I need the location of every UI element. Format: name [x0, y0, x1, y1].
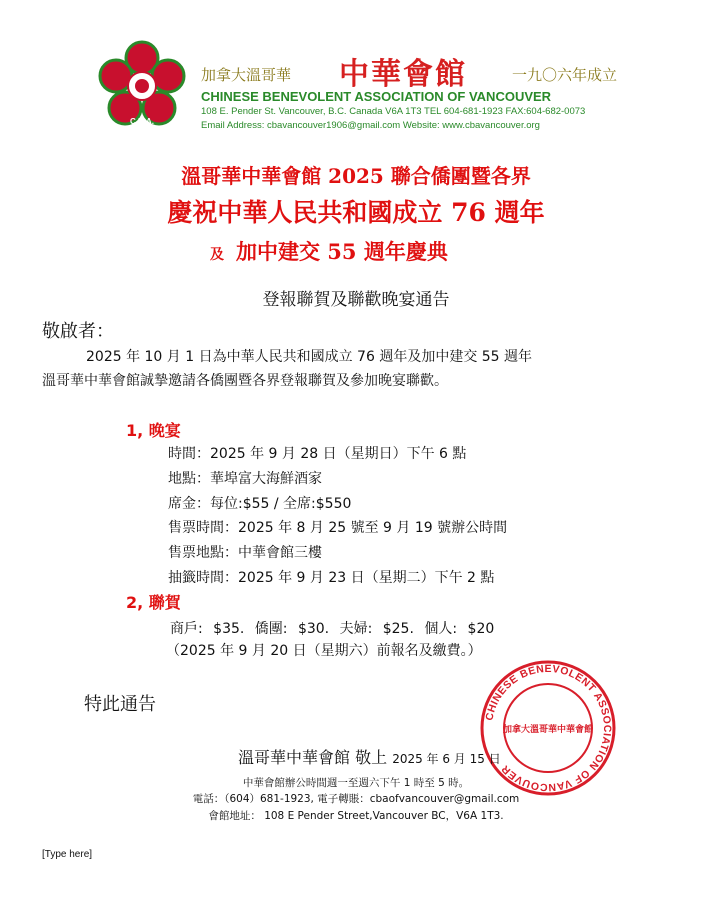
header-city-label: 加拿大溫哥華 — [201, 66, 292, 84]
title-line-3 — [210, 236, 448, 266]
title-line-3-prefix: 及 — [210, 247, 224, 263]
intro-line-1: 2025 年 10 月 1 日為中華人民共和國成立 76 週年及加中建交 55 週年 — [86, 349, 533, 365]
lottery-time: 抽籤時間：2025 年 9 月 23 日（星期二）下午 2 點 — [168, 570, 495, 586]
header-founded-label: 一九〇六年成立 — [512, 66, 618, 84]
seal-center-text: 加拿大溫哥華中華會館 — [502, 725, 594, 735]
intro-paragraph — [42, 345, 682, 393]
office-hours: 中華會館辦公時間週一至週六下午 1 時至 5 時。 — [242, 777, 470, 789]
section-banquet-heading: 1, 晚宴 — [126, 421, 181, 440]
intro-line-2: 溫哥華中華會館誠摯邀請各僑團暨各界登報聯賀及參加晚宴聯歡。 — [42, 373, 448, 389]
header-org-name-cn: 中華會館 — [339, 57, 467, 92]
title-line-1: 溫哥華中華會館 2025 聯合僑團暨各界 — [181, 164, 531, 188]
association-address: 會館地址： 108 E Pender Street,Vancouver BC，V6A 1T3. — [208, 810, 504, 822]
congrats-rates: 商戶: $35. 僑團: $30. 夫婦: $25. 個人: $20 — [170, 621, 495, 637]
banquet-price: 席金：每位:$55 / 全席:$550 — [168, 496, 352, 512]
logo-text: C.B.A. — [130, 117, 154, 126]
ticket-sale-time: 售票時間：2025 年 8 月 25 號至 9 月 19 號辦公時間 — [168, 520, 508, 536]
contact-info: 電話：（604）681-1923, 電子轉賬：cbaofvancouver@gmail.com — [192, 793, 520, 805]
banquet-venue: 地點：華埠富大海鮮酒家 — [168, 471, 322, 487]
footer-placeholder[interactable]: [Type here] — [42, 849, 93, 860]
signature-line — [238, 745, 501, 768]
seal-ring-text: CHINESE BENEVOLENT ASSOCIATION OF VANCOUVER — [483, 662, 614, 794]
header-address: 108 E. Pender St. Vancouver, B.C. Canada V6A 1T3 TEL 604-681-1923 FAX:604-682-0073 — [201, 106, 586, 117]
section-congrats-heading: 2, 聯賀 — [126, 593, 181, 612]
signature-org: 溫哥華中華會館 敬上 — [238, 748, 388, 767]
salutation: 敬啟者： — [42, 321, 114, 342]
header-org-name-en: CHINESE BENEVOLENT ASSOCIATION OF VANCOUVER — [201, 89, 552, 104]
notice-subtitle: 登報聯賀及聯歡晚宴通告 — [262, 290, 450, 310]
congrats-deadline: （2025 年 9 月 20 日（星期六）前報名及繳費。） — [166, 643, 482, 659]
title-line-3-main: 加中建交 55 週年慶典 — [236, 239, 448, 264]
header-email-website: Email Address: cbavancouver1906@gmail.com Website: www.cbavancouver.org — [201, 120, 540, 131]
ticket-sale-location: 售票地點：中華會館三樓 — [168, 545, 322, 561]
banquet-time: 時間：2025 年 9 月 28 日（星期日）下午 6 點 — [168, 446, 467, 462]
signature-date: 2025 年 6 月 15 日 — [392, 752, 501, 766]
title-line-2: 慶祝中華人民共和國成立 76 週年 — [167, 198, 545, 227]
notice-closing: 特此通告 — [84, 694, 156, 715]
cba-logo — [96, 40, 188, 132]
